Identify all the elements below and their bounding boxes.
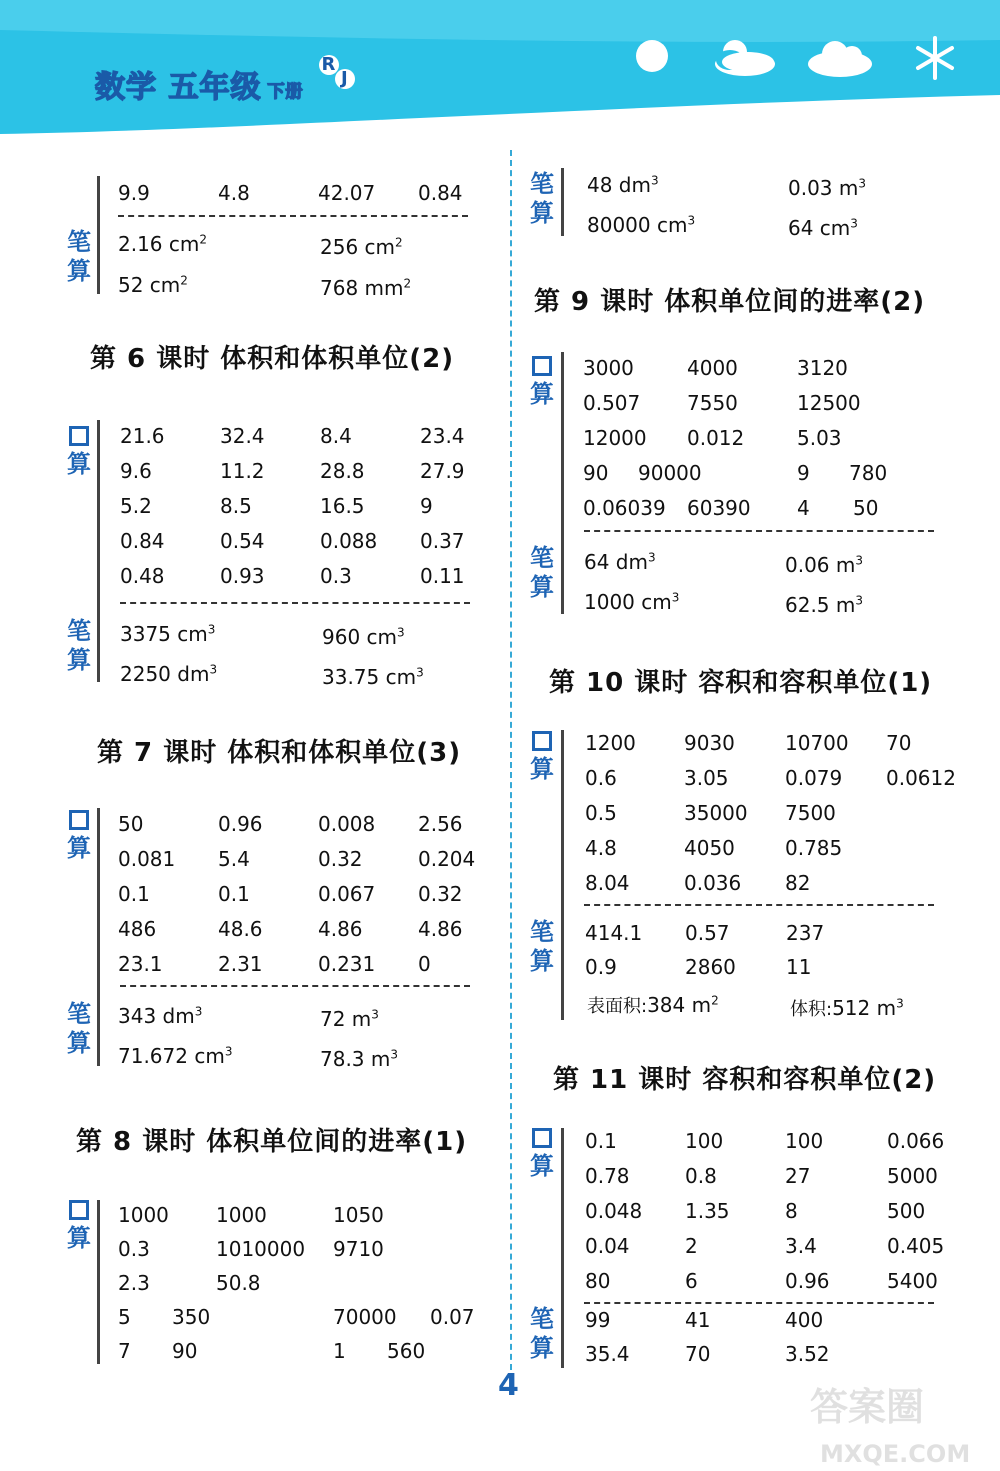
answer-cell: 414.1 <box>585 921 643 945</box>
answer-cell: 0.06 $m^3$ <box>785 553 864 577</box>
rj-badge: R J <box>315 67 355 97</box>
answer-cell: 41 <box>685 1308 711 1332</box>
answer-cell: 256 $cm^2$ <box>320 235 403 259</box>
page-header <box>0 0 1000 140</box>
answer-cell: 0.37 <box>420 529 465 553</box>
cloud-icon <box>808 41 872 77</box>
answer-cell: 0.9 <box>585 955 617 979</box>
answer-cell: 5.2 <box>120 494 152 518</box>
written-calc-label: 笔算 <box>530 918 554 975</box>
answer-cell: 768 $mm^2$ <box>320 276 412 300</box>
block-bar <box>561 168 564 236</box>
answer-cell: 0.231 <box>318 952 376 976</box>
written-calc-label: 笔算 <box>67 1000 91 1057</box>
answer-cell: 64 $cm^3$ <box>788 216 858 240</box>
answer-cell: 80000 $cm^3$ <box>587 213 696 237</box>
answer-cell: 0.012 <box>687 426 745 450</box>
answer-cell: 0.96 <box>218 812 263 836</box>
answer-cell: 7 <box>118 1339 131 1363</box>
volume-answer: 体积:512 $m^3$ <box>790 996 904 1020</box>
answer-cell: 12500 <box>797 391 861 415</box>
answer-cell: 99 <box>585 1308 611 1332</box>
answer-cell: 4000 <box>687 356 738 380</box>
answer-cell: 1.35 <box>685 1199 730 1223</box>
answer-cell: 0.008 <box>318 812 376 836</box>
answer-cell: 50.8 <box>216 1271 261 1295</box>
answer-cell: 500 <box>887 1199 926 1223</box>
answer-cell: 560 <box>387 1339 426 1363</box>
answer-cell: 50 <box>853 496 879 520</box>
answer-cell: 9.6 <box>120 459 152 483</box>
answer-cell: 0.066 <box>887 1129 945 1153</box>
answer-cell: 0.204 <box>418 847 476 871</box>
answer-cell: 0.5 <box>585 801 617 825</box>
answer-cell: 100 <box>785 1129 824 1153</box>
answer-cell: 9 <box>420 494 433 518</box>
answer-cell: 0.04 <box>585 1234 630 1258</box>
answer-cell: 0.8 <box>685 1164 717 1188</box>
answer-cell: 3.52 <box>785 1342 830 1366</box>
answer-cell: 82 <box>785 871 811 895</box>
answer-cell: 62.5 $m^3$ <box>785 593 864 617</box>
answer-cell: 0.048 <box>585 1199 643 1223</box>
answer-cell: 486 <box>118 917 157 941</box>
answer-cell: 32.4 <box>220 424 265 448</box>
answer-cell: 7550 <box>687 391 738 415</box>
answer-cell: 27.9 <box>420 459 465 483</box>
block-bar <box>97 808 100 1066</box>
answer-cell: 1000 $cm^3$ <box>584 590 680 614</box>
answer-cell: 3.4 <box>785 1234 817 1258</box>
answer-cell: 9710 <box>333 1237 384 1261</box>
answer-cell: 5.4 <box>218 847 250 871</box>
answer-cell: 1010000 <box>216 1237 306 1261</box>
block-bar <box>97 176 100 294</box>
answer-cell: 80 <box>585 1269 611 1293</box>
answer-cell: 5.03 <box>797 426 842 450</box>
answer-cell: 12000 <box>583 426 647 450</box>
answer-cell: 70 <box>685 1342 711 1366</box>
answer-cell: 2.16 $cm^2$ <box>118 232 208 256</box>
answer-cell: 0.78 <box>585 1164 630 1188</box>
answer-cell: 3.05 <box>684 766 729 790</box>
answer-cell: 3375 $cm^3$ <box>120 622 216 646</box>
header-title: 数学 五年级 下册 R J <box>95 62 355 106</box>
answer-cell: 72 $m^3$ <box>320 1007 379 1031</box>
answer-cell: 2.56 <box>418 812 463 836</box>
svg-text:答案圈: 答案圈 <box>810 1385 925 1429</box>
answer-cell: 780 <box>849 461 888 485</box>
answer-cell: 33.75 $cm^3$ <box>322 665 424 689</box>
answer-cell: 400 <box>785 1308 824 1332</box>
answer-cell: 4050 <box>684 836 735 860</box>
answer-cell: 0.1 <box>118 882 150 906</box>
answer-cell: 90 <box>583 461 609 485</box>
answer-cell: 4 <box>797 496 810 520</box>
answer-cell: 71.672 $cm^3$ <box>118 1044 233 1068</box>
answer-cell: 0.067 <box>318 882 376 906</box>
answer-cell: 64 $dm^3$ <box>584 550 656 574</box>
oral-calc-label: 算 <box>64 1200 94 1253</box>
answer-cell: 70000 <box>333 1305 397 1329</box>
column-divider <box>510 150 512 1380</box>
dashed-separator <box>120 602 470 604</box>
written-calc-label: 笔算 <box>530 170 554 227</box>
answer-cell: 0.1 <box>585 1129 617 1153</box>
answer-cell: 1050 <box>333 1203 384 1227</box>
answer-cell: 0.088 <box>320 529 378 553</box>
answer-cell: 90 <box>172 1339 198 1363</box>
answer-cell: 1000 <box>216 1203 267 1227</box>
answer-cell: 42.07 <box>318 181 376 205</box>
answer-cell: 11 <box>786 955 812 979</box>
oral-calc-label: 算 <box>527 731 557 784</box>
answer-cell: 1000 <box>118 1203 169 1227</box>
answer-cell: 52 $cm^2$ <box>118 273 188 297</box>
answer-cell: 9030 <box>684 731 735 755</box>
answer-cell: 0.3 <box>320 564 352 588</box>
block-bar <box>97 420 100 682</box>
sun-icon <box>636 40 668 72</box>
answer-cell: 2860 <box>685 955 736 979</box>
answer-cell: 10700 <box>785 731 849 755</box>
oral-calc-label: 算 <box>64 426 94 479</box>
answer-cell: 7500 <box>785 801 836 825</box>
answer-cell: 0.507 <box>583 391 641 415</box>
snowflake-icon <box>918 38 952 78</box>
answer-cell: 28.8 <box>320 459 365 483</box>
answer-cell: 5 <box>118 1305 131 1329</box>
answer-cell: 0.54 <box>220 529 265 553</box>
answer-cell: 350 <box>172 1305 211 1329</box>
answer-cell: 0.84 <box>418 181 463 205</box>
written-calc-label: 笔算 <box>530 544 554 601</box>
answer-cell: 0.32 <box>418 882 463 906</box>
answer-cell: 70 <box>886 731 912 755</box>
answer-cell: 27 <box>785 1164 811 1188</box>
answer-cell: 78.3 $m^3$ <box>320 1047 399 1071</box>
answer-cell: 48 $dm^3$ <box>587 173 659 197</box>
lesson-title: 第 8 课时 体积单位间的进率(1) <box>76 1127 468 1157</box>
answer-cell: 60390 <box>687 496 751 520</box>
answer-cell: 0.93 <box>220 564 265 588</box>
answer-cell: 0.3 <box>118 1237 150 1261</box>
block-bar <box>561 352 564 614</box>
answer-cell: 23.4 <box>420 424 465 448</box>
answer-cell: 0.405 <box>887 1234 945 1258</box>
answer-cell: 0.081 <box>118 847 176 871</box>
surface-area-answer: 表面积:384 $m^2$ <box>587 993 719 1017</box>
written-calc-label: 笔算 <box>67 617 91 674</box>
page-number: 4 <box>498 1368 519 1403</box>
answer-cell: 50 <box>118 812 144 836</box>
answer-cell: 9 <box>797 461 810 485</box>
weather-icons <box>630 34 970 84</box>
written-calc-label: 笔算 <box>530 1305 554 1362</box>
answer-cell: 237 <box>786 921 825 945</box>
answer-cell: 4.86 <box>418 917 463 941</box>
answer-cell: 5400 <box>887 1269 938 1293</box>
dashed-separator <box>584 1302 934 1304</box>
lesson-title: 第 11 课时 容积和容积单位(2) <box>553 1065 937 1095</box>
answer-cell: 0.079 <box>785 766 843 790</box>
answer-cell: 9.9 <box>118 181 150 205</box>
answer-cell: 0.32 <box>318 847 363 871</box>
answer-cell: 11.2 <box>220 459 265 483</box>
svg-text:MXQE.COM: MXQE.COM <box>820 1440 971 1468</box>
block-bar <box>561 730 564 1020</box>
answer-cell: 4.86 <box>318 917 363 941</box>
lesson-title: 第 10 课时 容积和容积单位(1) <box>549 668 933 698</box>
answer-cell: 0.1 <box>218 882 250 906</box>
answer-cell: 90000 <box>638 461 702 485</box>
sun-cloud-icon <box>715 40 775 76</box>
answer-cell: 48.6 <box>218 917 263 941</box>
answer-cell: 35000 <box>684 801 748 825</box>
answer-cell: 0.03 $m^3$ <box>788 176 867 200</box>
oral-calc-label: 算 <box>527 356 557 409</box>
answer-cell: 0.11 <box>420 564 465 588</box>
dashed-separator <box>118 215 468 217</box>
lesson-title: 第 9 课时 体积单位间的进率(2) <box>534 287 926 317</box>
answer-cell: 100 <box>685 1129 724 1153</box>
lesson-title: 第 7 课时 体积和体积单位(3) <box>97 738 462 768</box>
block-bar <box>561 1128 564 1368</box>
answer-cell: 2.3 <box>118 1271 150 1295</box>
answer-cell: 5000 <box>887 1164 938 1188</box>
answer-cell: 0.06039 <box>583 496 666 520</box>
answer-cell: 0.48 <box>120 564 165 588</box>
answer-cell: 2 <box>685 1234 698 1258</box>
oral-calc-label: 算 <box>527 1128 557 1181</box>
answer-cell: 3000 <box>583 356 634 380</box>
oral-calc-label: 算 <box>64 810 94 863</box>
block-bar <box>97 1200 100 1364</box>
answer-cell: 16.5 <box>320 494 365 518</box>
answer-cell: 343 $dm^3$ <box>118 1004 203 1028</box>
answer-cell: 2250 $dm^3$ <box>120 662 218 686</box>
answer-cell: 8.04 <box>585 871 630 895</box>
answer-cell: 960 $cm^3$ <box>322 625 405 649</box>
answer-cell: 2.31 <box>218 952 263 976</box>
watermark <box>800 1380 990 1470</box>
answer-cell: 35.4 <box>585 1342 630 1366</box>
answer-cell: 8.4 <box>320 424 352 448</box>
answer-cell: 8 <box>785 1199 798 1223</box>
answer-cell: 4.8 <box>218 181 250 205</box>
answer-cell: 8.5 <box>220 494 252 518</box>
answer-cell: 23.1 <box>118 952 163 976</box>
answer-cell: 0.57 <box>685 921 730 945</box>
answer-cell: 6 <box>685 1269 698 1293</box>
dashed-separator <box>120 985 470 987</box>
dashed-separator <box>584 530 934 532</box>
answer-cell: 21.6 <box>120 424 165 448</box>
answer-cell: 0.785 <box>785 836 843 860</box>
answer-cell: 4.8 <box>585 836 617 860</box>
answer-cell: 0.96 <box>785 1269 830 1293</box>
lesson-title: 第 6 课时 体积和体积单位(2) <box>90 344 455 374</box>
answer-cell: 0.036 <box>684 871 742 895</box>
answer-cell: 0.0612 <box>886 766 956 790</box>
answer-cell: 1 <box>333 1339 346 1363</box>
dashed-separator <box>584 904 934 906</box>
answer-cell: 0.84 <box>120 529 165 553</box>
answer-cell: 1200 <box>585 731 636 755</box>
written-calc-label: 笔算 <box>67 228 91 285</box>
answer-cell: 0.6 <box>585 766 617 790</box>
answer-cell: 0 <box>418 952 431 976</box>
answer-cell: 0.07 <box>430 1305 475 1329</box>
answer-cell: 3120 <box>797 356 848 380</box>
